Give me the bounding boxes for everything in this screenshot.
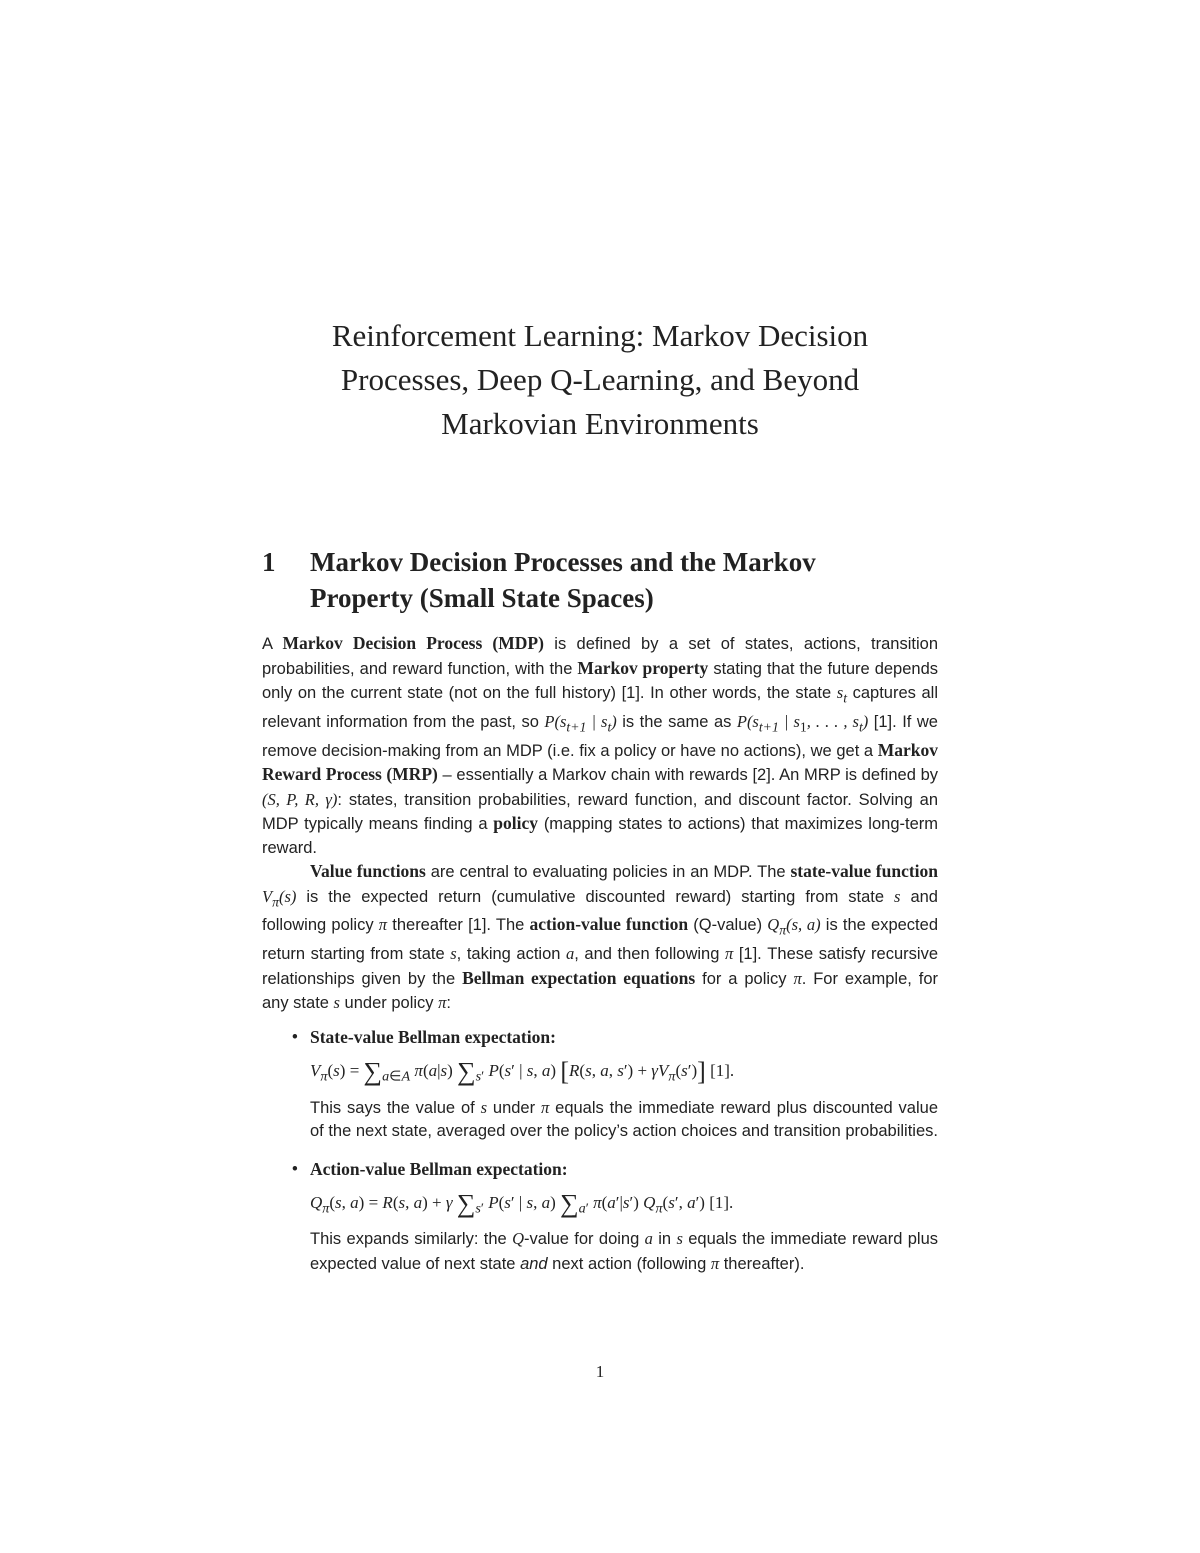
term-bellman-expectation: Bellman expectation equations xyxy=(462,967,696,988)
title-line: Markovian Environments xyxy=(441,406,759,441)
section-number: 1 xyxy=(262,547,276,577)
term-mrp: Markov Reward Process (MRP) xyxy=(262,739,938,785)
bullet-heading: State-value Bellman expectation: xyxy=(310,1026,556,1047)
section-title-line: Markov Decision Processes and the Markov xyxy=(310,547,816,577)
section-body xyxy=(262,632,938,1290)
title-line: Processes, Deep Q-Learning, and Beyond xyxy=(340,362,860,397)
section-title-line: Property (Small State Spaces) xyxy=(310,583,654,613)
term-value-functions: Value functions xyxy=(310,861,426,882)
section-heading xyxy=(262,544,942,616)
bullet-icon: • xyxy=(292,1027,298,1046)
paragraph-value-functions: Value functions are central to evaluating policies in an MDP. The state-value function $V_\pi(s)$ is the expected return (cumulative discounted reward) starting from state s and following policy π thereafter [1]. The action-value function (Q-value) $Q_\pi(s$, a) is the expected return starting from state s, taking action a, and then following π [1]. These satisfy recursive relationships given by the Bellman expectation equations for a policy π. For example, for any state s under policy π: xyxy=(262,861,939,1013)
paper-title xyxy=(200,314,1000,446)
equation-state-value: $V_\pi(s) = \sum_{a\in A}$ π(a|s) $\sum_{s'}$ P(s′ | s, a) [R(s, a, $s') + \gamma V_\pi(s')$] [1]. xyxy=(310,1057,735,1087)
bullet-heading: Action-value Bellman expectation: xyxy=(310,1158,568,1179)
term-markov-property: Markov property xyxy=(577,657,709,678)
term-action-value-function: action-value function xyxy=(529,914,689,935)
title-line: Reinforcement Learning: Markov Decision xyxy=(331,318,869,353)
term-state-value-function: state-value function xyxy=(790,861,939,882)
bullet-explanation: This expands similarly: the Q-value for doing a in s equals the immediate reward plus expected value of next state and next action (following π thereafter). xyxy=(310,1229,939,1273)
term-mdp: Markov Decision Process (MDP) xyxy=(282,633,544,653)
section-title xyxy=(310,544,942,616)
term-policy: policy xyxy=(493,813,539,834)
list-item xyxy=(292,1026,938,1144)
bellman-list xyxy=(262,1026,938,1277)
equation-action-value: $Q_\pi(s$, a) = R(s, a) + γ $\sum_{s'}$ P(s′ | s, a) $\sum_{a'}$ π(a′|s′) $Q_\pi(s'$, a′) [1]. xyxy=(310,1189,734,1219)
page-number: 1 xyxy=(595,1362,605,1381)
bullet-icon: • xyxy=(292,1159,298,1178)
bullet-explanation: This says the value of s under π equals the immediate reward plus discounted value of the next state, averaged over the policy’s action choices and transition probabilities. xyxy=(310,1097,938,1141)
list-item xyxy=(292,1158,939,1277)
paragraph-mdp-definition: A Markov Decision Process (MDP) is defined by a set of states, actions, transition probabilities, and reward function, with the Markov property stating that the future depends only on the current state (not on the full history) [1]. In other words, the state $s_t$ captures all relevant information from the past, so $P(s_{t+1}$ | $s_t$) is the same as $P(s_{t+1}$ | $s_1$, . . . , $s_t$) [1]. If we remove decision-making from an MDP (i.e. fix a policy or have no actions), we get a Markov Reward Process (MRP) – essentially a Markov chain with rewards [2]. An MRP is defined by (S, P, R, γ): states, transition probabilities, reward function, and discount factor. Solving an MDP typically means finding a policy (mapping states to actions) that maximizes long-term reward. xyxy=(262,633,939,857)
